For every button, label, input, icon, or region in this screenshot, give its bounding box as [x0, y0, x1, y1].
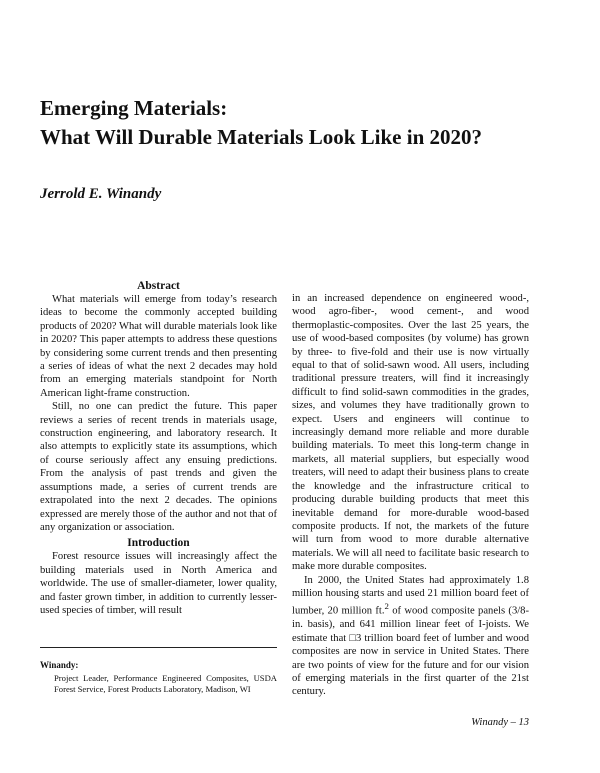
author-footnote	[40, 660, 277, 695]
introduction-paragraph-2000	[292, 574, 529, 699]
footnote-heading: Winandy:	[40, 660, 79, 670]
footnote-divider	[40, 647, 277, 648]
introduction-heading: Introduction	[127, 537, 190, 550]
introduction-paragraph-continued: in an increased dependence on engineered wood-, wood agro-fiber-, wood cement-, and wood thermoplastic-composites. Over the last 25 years, the use of wood-based composites (by volume) has grown by three- to five-fold and their use is now virtually equal to that of solid-sawn wood. All users, including traditional pressure treaters, will find it increasingly difficult to find solid-sawn commodities in the grades, sizes, and volumes they have traditionally grown to expect. Users and engineers will continue to increasingly demand more reliable and more durable building materials. To meet this long-term change in markets, all material suppliers, but especially wood treaters, will need to adapt their business plans to create the knowledge and the infrastructure critical to producing durable building products that meet this inevitable demand for more-durable wood-based composite products. If not, the markets of the future will turn from wood to more durable alternative materials. We will all need to facilitate basic research to make more durable composites.	[292, 293, 529, 573]
introduction-paragraph-start: Forest resource issues will increasingly affect the building materials used in North America and worldwide. The use of smaller-diameter, lower quality, and faster grown timber, in addition to currently lesser-used species of timber, will result	[40, 551, 277, 616]
abstract-heading: Abstract	[137, 280, 180, 292]
superscript-2: 2	[384, 601, 389, 612]
author-name: Jerrold E. Winandy	[40, 186, 162, 202]
title-line-2: What Will Durable Materials Look Like in 2020?	[40, 125, 483, 149]
title-line-1: Emerging Materials:	[40, 96, 228, 120]
left-column	[40, 279, 277, 617]
abstract-paragraph-2: Still, no one can predict the future. This paper reviews a series of recent trends in materials usage, construction engineering, and laboratory research. It also attempts to explicitly state its assumptions, which of course seriously affect any ensuing predictions. From the analysis of past trends and given the assumptions made, a series of current trends are extrapolated into the next 2 decades. The opinions expressed are merely those of the author and not that of any organization or association.	[40, 401, 277, 533]
page-folio: Winandy – 13	[471, 717, 529, 728]
paragraph-2000-part-b: of wood composite panels (3/8-in. basis), and 641 million linear feet of I-joists. We estimate that □3 trillion board feet of lumber and wood composites are now in service in United States. There are two points of view for the future and for our vision of emerging materials in the first quarter of the 21st century.	[292, 605, 530, 698]
abstract-paragraph-1: What materials will emerge from today’s research ideas to become the commonly accepted building products of 2020? What will durable materials look like in 2020? This paper attempts to address these questions by considering some current trends and then presenting a series of ideas of what the next 2 decades may hold from an emerging materials standpoint for North American light-frame construction.	[40, 294, 277, 399]
right-column	[292, 292, 529, 699]
footnote-body: Project Leader, Performance Engineered Composites, USDA Forest Service, Forest Products Laboratory, Madison, WI	[54, 673, 277, 694]
paper-title	[40, 94, 580, 152]
paragraph-2000-part-a: In 2000, the United States had approximately 1.8 million housing starts and used 21 million board feet of lumber, 20 million ft.	[292, 574, 529, 617]
